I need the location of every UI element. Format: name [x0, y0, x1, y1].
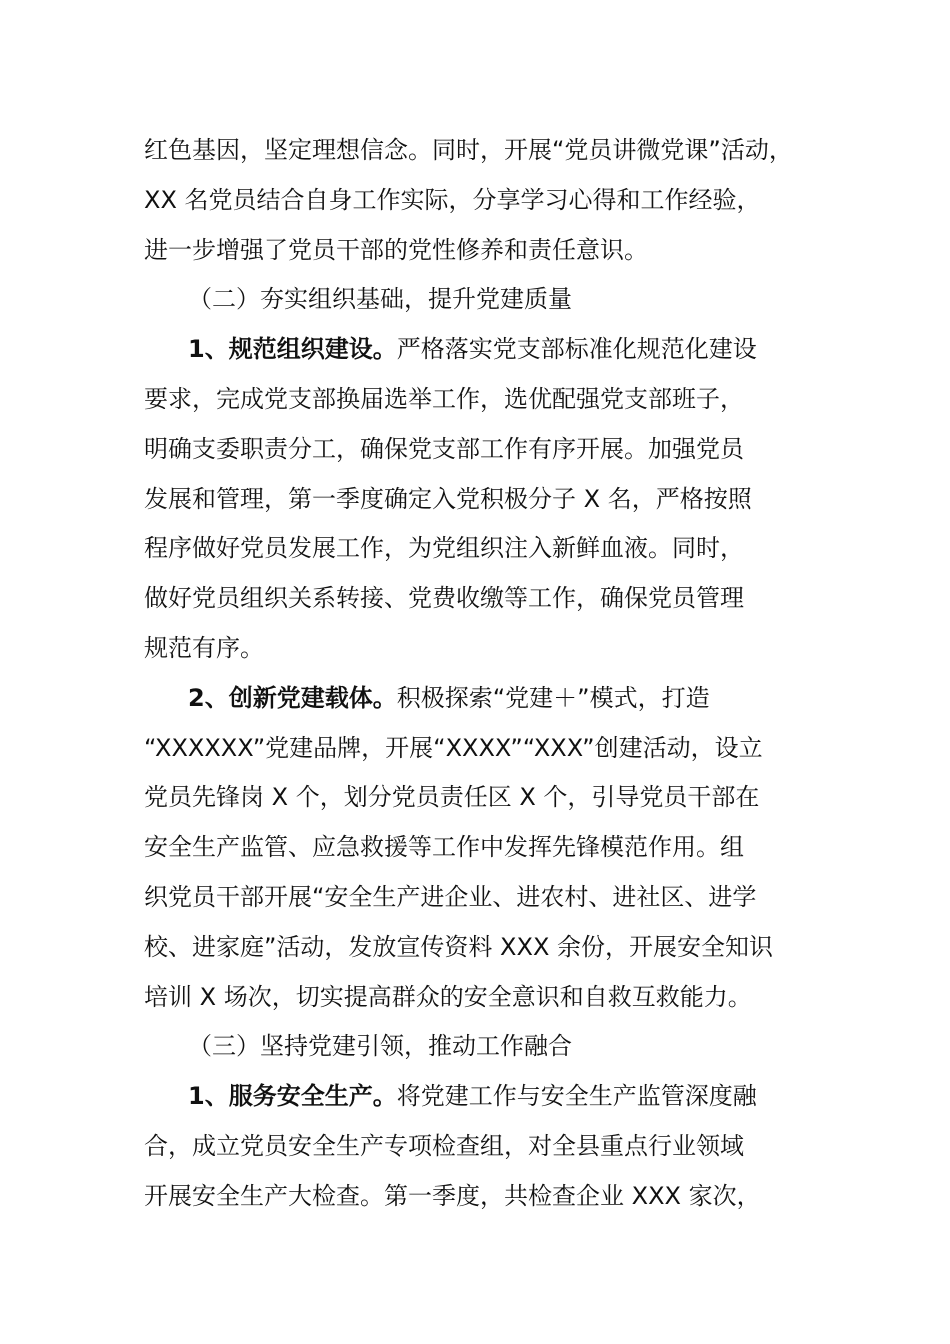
text-line: 安全生产监管、应急救援等工作中发挥先锋模范作用。组: [144, 833, 744, 862]
text-line: 织党员干部开展“安全生产进企业、进农村、进社区、进学: [144, 882, 757, 911]
text-line: 合，成立党员安全生产专项检查组，对全县重点行业领域: [144, 1131, 744, 1160]
item-heading: 2、创新党建载体。: [188, 683, 397, 712]
text-line: XX 名党员结合自身工作实际，分享学习心得和工作经验，: [144, 185, 761, 214]
text-run: 严格落实党支部标准化规范化建设: [396, 335, 757, 364]
text-line: 校、进家庭”活动，发放宣传资料 XXX 余份，开展安全知识: [144, 932, 774, 961]
text-line: 红色基因，坚定理想信念。同时，开展“党员讲微党课”活动，: [144, 136, 793, 164]
text-line: 规范有序。: [144, 633, 264, 662]
paragraph-first-line: [144, 1072, 820, 1122]
section-heading: （三）坚持党建引领，推动工作融合: [188, 1032, 572, 1061]
text-line: 开展安全生产大检查。第一季度，共检查企业 XXX 家次，: [144, 1181, 761, 1210]
paragraph-first-line: [144, 674, 820, 724]
item-heading: 1、服务安全生产。: [188, 1082, 397, 1111]
item-heading: 1、规范组织建设。: [188, 335, 397, 364]
text-line: 发展和管理，第一季度确定入党积极分子 X 名，严格按照: [144, 484, 752, 513]
text-run: 积极探索“党建＋”模式，打造: [396, 683, 710, 712]
text-line: “XXXXXX”党建品牌，开展“XXXX”“XXX”创建活动，设立: [144, 733, 763, 762]
paragraph-first-line: [144, 325, 820, 375]
text-line: 进一步增强了党员干部的党性修养和责任意识。: [144, 235, 648, 264]
section-heading: （二）夯实组织基础，提升党建质量: [188, 285, 572, 314]
text-line: 做好党员组织关系转接、党费收缴等工作，确保党员管理: [144, 584, 744, 613]
text-line: 明确支委职责分工，确保党支部工作有序开展。加强党员: [144, 434, 744, 463]
document-body: [144, 126, 820, 1222]
text-line: 要求，完成党支部换届选举工作，选优配强党支部班子，: [144, 384, 744, 413]
text-run: 将党建工作与安全生产监管深度融: [396, 1082, 757, 1111]
text-line: 培训 X 场次，切实提高群众的安全意识和自救互救能力。: [144, 982, 752, 1011]
text-line: 程序做好党员发展工作，为党组织注入新鲜血液。同时，: [144, 534, 744, 563]
text-line: 党员先锋岗 X 个，划分党员责任区 X 个，引导党员干部在: [144, 783, 760, 812]
